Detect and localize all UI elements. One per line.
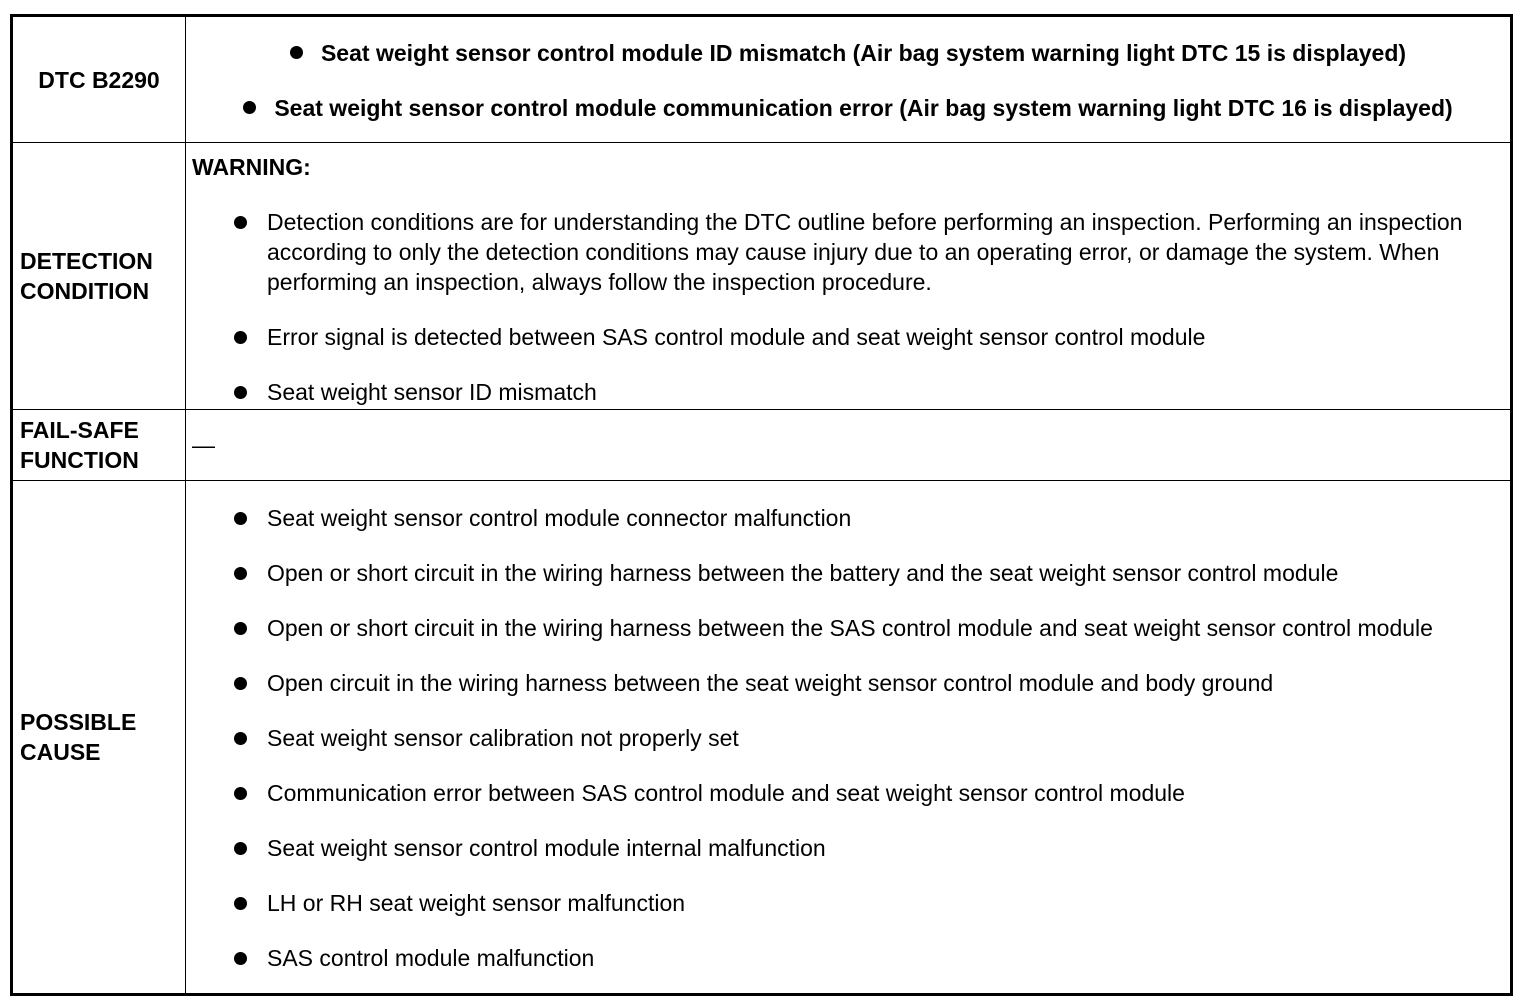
list-item-text: LH or RH seat weight sensor malfunction [267, 890, 686, 916]
dtc-description-cell [186, 16, 1512, 143]
list-item-text: Detection conditions are for understanding the DTC outline before performing an inspection. Performing an inspection according to only the detection conditions may cause injury due to an operating error, or damage the system. When performing an inspection, always follow the inspection procedure. [267, 208, 1463, 295]
dtc-description-text: Seat weight sensor control module communication error (Air bag system warning light DTC 16 is displayed) [274, 95, 1453, 121]
bullet-icon [234, 567, 247, 580]
bullet-icon [234, 216, 247, 229]
bullet-icon [234, 787, 247, 800]
bullet-icon [234, 512, 247, 525]
list-item [186, 723, 1510, 753]
detection-condition-row [12, 143, 1512, 410]
list-item-text: Open or short circuit in the wiring harness between the battery and the seat weight sensor control module [267, 560, 1339, 586]
bullet-icon [234, 897, 247, 910]
bullet-icon [234, 622, 247, 635]
fail-safe-label: FAIL-SAFE FUNCTION [12, 410, 186, 481]
bullet-icon [234, 386, 247, 399]
possible-cause-list [186, 503, 1510, 973]
detection-condition-list [186, 207, 1510, 407]
list-item [186, 888, 1510, 918]
dtc-description-list [186, 32, 1510, 127]
list-item [186, 207, 1510, 297]
list-item [186, 943, 1510, 973]
dtc-description-item [216, 38, 1480, 68]
possible-cause-cell [186, 481, 1512, 995]
warning-title: WARNING: [192, 153, 311, 180]
list-item [186, 503, 1510, 533]
bullet-icon [234, 952, 247, 965]
list-item-text: Seat weight sensor ID mismatch [267, 378, 597, 405]
list-item [186, 833, 1510, 863]
list-item-text: Open circuit in the wiring harness between the seat weight sensor control module and body ground [267, 670, 1274, 696]
possible-cause-label: POSSIBLE CAUSE [12, 481, 186, 995]
dtc-description-text: Seat weight sensor control module ID mismatch (Air bag system warning light DTC 15 is displayed) [320, 40, 1407, 66]
bullet-icon [243, 93, 256, 123]
bullet-icon [234, 331, 247, 344]
list-item-text: Open or short circuit in the wiring harness between the SAS control module and seat weight sensor control module [267, 615, 1433, 641]
bullet-icon [290, 38, 303, 68]
list-item-text: Seat weight sensor calibration not properly set [267, 725, 739, 751]
possible-cause-row [12, 481, 1512, 995]
dtc-table [10, 14, 1513, 996]
fail-safe-value: — [192, 432, 215, 458]
dtc-code-label: DTC B2290 [12, 16, 186, 143]
detection-condition-cell [186, 143, 1512, 410]
fail-safe-cell [186, 410, 1512, 481]
list-item-text: Seat weight sensor control module connector malfunction [267, 505, 852, 531]
list-item [186, 778, 1510, 808]
dtc-description-item [216, 93, 1480, 123]
list-item [186, 377, 1510, 407]
list-item [186, 322, 1510, 352]
list-item-text: SAS control module malfunction [267, 945, 595, 971]
list-item [186, 613, 1510, 643]
list-item [186, 668, 1510, 698]
bullet-icon [234, 732, 247, 745]
detection-condition-label: DETECTION CONDITION [12, 143, 186, 410]
list-item-text: Communication error between SAS control module and seat weight sensor control module [267, 780, 1185, 806]
dtc-header-row [12, 16, 1512, 143]
list-item-text: Seat weight sensor control module internal malfunction [267, 835, 826, 861]
list-item [186, 558, 1510, 588]
bullet-icon [234, 677, 247, 690]
bullet-icon [234, 842, 247, 855]
list-item-text: Error signal is detected between SAS control module and seat weight sensor control module [267, 323, 1206, 350]
fail-safe-row [12, 410, 1512, 481]
